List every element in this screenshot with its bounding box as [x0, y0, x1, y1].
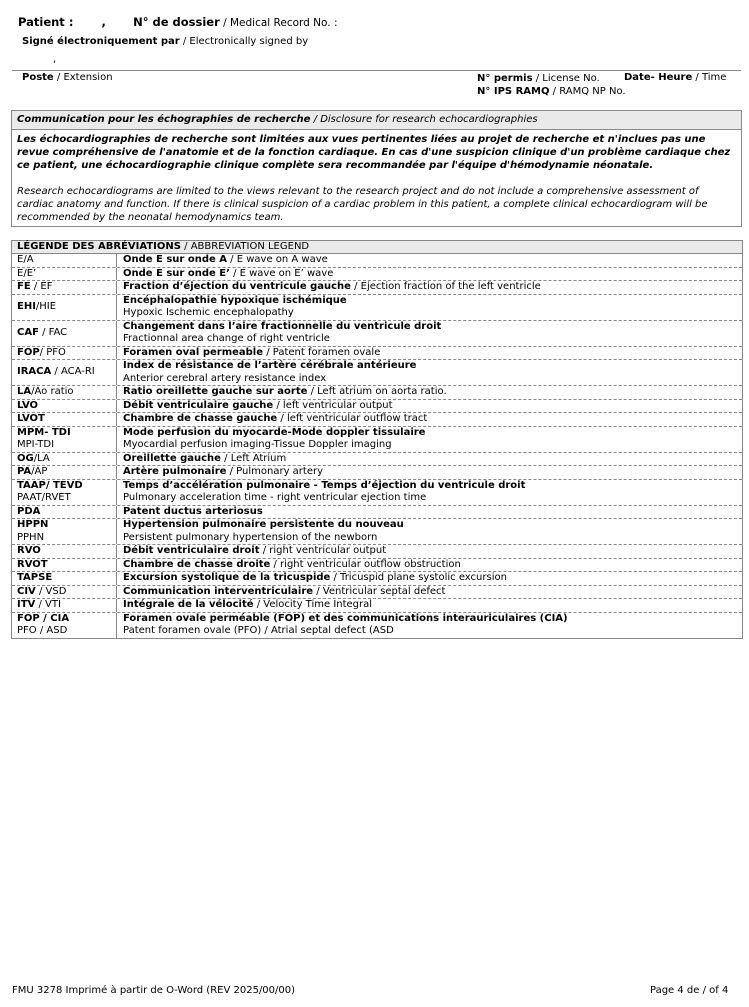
- disclosure-text-fr: Les échocardiographies de recherche sont limitées aux vues pertinentes liées au projet de recherche et n'inclues pas une revue compréhensive de l'anatomie et de la fonction cardiaque. En cas d'une suspicion clinique d'un problème cardiaque chez ce patient, une échocardiographie clinique complète sera recommandée par l'équipe d'hémodynamie néonatale.: [17, 134, 731, 171]
- abbreviation-fr: MPM- TDI: [17, 426, 71, 438]
- description-cell: [117, 427, 742, 452]
- abbreviation-fr: OG: [17, 452, 34, 464]
- description-fr: Encéphalopathie hypoxique ischémique: [123, 294, 347, 306]
- description-fr: Mode perfusion du myocarde-Mode doppler tissulaire: [123, 426, 426, 438]
- abbreviation-en: / CIA: [39, 612, 70, 624]
- abbreviation-cell: [12, 559, 117, 572]
- description-en: / right ventricular output: [259, 545, 387, 556]
- legend-row: [12, 413, 742, 427]
- description-en-line: Persistent pulmonary hypertension of the newborn: [123, 531, 378, 543]
- description-fr: Débit ventriculaire gauche: [123, 399, 274, 411]
- abbreviation-cell: [12, 321, 117, 346]
- description-fr: Intégrale de la vélocité: [123, 599, 254, 610]
- signed-value: ,: [53, 54, 57, 65]
- description-cell: [117, 386, 742, 399]
- description-en: / Pulmonary artery: [226, 466, 324, 477]
- license-block: [477, 72, 626, 98]
- signed-label: Signé électroniquement par: [22, 36, 180, 47]
- description-cell: [117, 254, 742, 267]
- date-en: / Time: [692, 72, 727, 83]
- abbreviation-cell: [12, 572, 117, 585]
- description-cell: [117, 360, 742, 385]
- abbreviation-en: /LA: [33, 452, 50, 464]
- abbreviation-en: /Ao ratio: [31, 386, 74, 397]
- header-divider: [12, 70, 741, 71]
- abbreviation-cell: [12, 586, 117, 599]
- disclosure-title-fr: Communication pour les échographies de recherche: [17, 114, 311, 125]
- description-fr: Temps d’accélération pulmonaire - Temps d’éjection du ventricule droit: [123, 479, 526, 491]
- abbreviation-en: / VTI: [35, 599, 61, 610]
- description-en-line: Pulmonary acceleration time - right ventricular ejection time: [123, 492, 427, 503]
- description-fr: Index de résistance de l’artère cérébrale antérieure: [123, 360, 417, 371]
- legend-row: [12, 281, 742, 295]
- description-en-line: Hypoxic Ischemic encephalopathy: [123, 307, 294, 318]
- abbreviation-fr: FOP: [17, 612, 40, 624]
- legend-row: [12, 572, 742, 586]
- abbreviation-fr: PDA: [17, 505, 41, 517]
- abbreviation-fr: LA: [17, 386, 32, 397]
- abbreviation-en-line: MPI-TDI: [17, 439, 55, 450]
- legend-row: [12, 347, 742, 361]
- description-en-line: Anterior cerebral artery resistance index: [123, 372, 327, 384]
- abbreviation-fr: ITV: [17, 599, 36, 610]
- description-en: / Ventricular septal defect: [313, 585, 446, 597]
- description-fr: Chambre de chasse droite: [123, 558, 271, 570]
- abbreviation-en: E/A: [17, 254, 34, 265]
- description-en: / Left Atrium: [220, 452, 287, 464]
- description-fr: Oreillette gauche: [123, 452, 221, 464]
- abbreviation-fr: IRACA: [17, 366, 52, 378]
- abbreviation-en-line: PAAT/RVET: [17, 492, 71, 503]
- description-en-line: Patent foramen ovale (PFO) / Atrial septal defect (ASD: [123, 625, 394, 636]
- abbreviation-fr: LVOT: [17, 413, 45, 424]
- footer-form-id: FMU 3278 Imprimé à partir de O-Word (REV 2025/00/00): [12, 985, 296, 996]
- description-fr: Onde E sur onde E’: [123, 267, 230, 279]
- description-fr: Excursion systolique de la tricuspide: [123, 572, 331, 583]
- description-en: / Ejection fraction of the left ventricle: [350, 281, 541, 292]
- abbreviation-en: E/E’: [17, 267, 37, 279]
- description-cell: [117, 545, 742, 558]
- abbreviation-en: / PFO: [39, 346, 66, 358]
- description-cell: [117, 347, 742, 360]
- abbreviation-fr: RVO: [17, 545, 41, 556]
- legend-row: [12, 360, 742, 386]
- legend-row: [12, 427, 742, 453]
- abbreviation-en: /AP: [31, 466, 48, 477]
- description-cell: [117, 586, 742, 599]
- signed-en: / Electronically signed by: [179, 36, 309, 47]
- legend-rows: [12, 254, 742, 639]
- description-fr: Hypertension pulmonaire persistente du nouveau: [123, 519, 404, 530]
- legend-row: [12, 545, 742, 559]
- abbreviation-en: /HIE: [35, 300, 57, 312]
- abbreviation-cell: [12, 453, 117, 466]
- description-cell: [117, 519, 742, 544]
- legend-row: [12, 586, 742, 600]
- description-cell: [117, 506, 742, 519]
- abbreviation-cell: [12, 386, 117, 399]
- description-fr: Chambre de chasse gauche: [123, 413, 278, 424]
- description-en-line: Fractionnal area change of right ventricle: [123, 333, 330, 344]
- legend-row: [12, 613, 742, 639]
- description-en: / left ventricular outflow tract: [277, 413, 428, 424]
- description-cell: [117, 321, 742, 346]
- abbreviation-fr: LVO: [17, 399, 39, 411]
- description-fr: Débit ventriculaire droit: [123, 545, 260, 556]
- abbreviation-cell: [12, 268, 117, 281]
- extension: [22, 72, 113, 83]
- description-en: / Tricuspid plane systolic excursion: [330, 572, 507, 583]
- abbreviation-cell: [12, 427, 117, 452]
- legend-row: [12, 295, 742, 321]
- disclosure-text-en: Research echocardiograms are limited to the views relevant to the research project and do not include a comprehensive assessment of cardiac anatomy and function. If there is clinical suspicion of a cardiac problem in this patient, a complete clinical echocardiogram will be recommended by the neonatal hemodynamics team.: [17, 186, 708, 223]
- description-en: / right ventricular outflow obstruction: [270, 558, 461, 570]
- legend-row: [12, 400, 742, 414]
- disclosure-title: [12, 111, 741, 130]
- legend-row: [12, 453, 742, 467]
- description-cell: [117, 599, 742, 612]
- abbreviation-fr: PA: [17, 466, 32, 477]
- legend-title: [12, 241, 742, 254]
- description-cell: [117, 281, 742, 294]
- legend-title-fr: LÉGENDE DES ABRÉVIATIONS: [17, 241, 181, 252]
- legend-row: [12, 519, 742, 545]
- description-cell: [117, 613, 742, 638]
- abbreviation-cell: [12, 347, 117, 360]
- abbreviation-en: / VSD: [35, 585, 67, 597]
- legend-row: [12, 480, 742, 506]
- dossier-en: / Medical Record No. :: [219, 17, 338, 29]
- description-cell: [117, 480, 742, 505]
- abbreviation-fr: CIV: [17, 585, 36, 597]
- description-en: / E wave on E’ wave: [229, 267, 334, 279]
- poste-en: / Extension: [53, 72, 113, 83]
- ips-en: / RAMQ NP No.: [549, 86, 626, 97]
- legend-row: [12, 599, 742, 613]
- description-fr: Onde E sur onde A: [123, 254, 227, 265]
- patient-separator: : ,: [64, 15, 106, 29]
- abbreviation-cell: [12, 254, 117, 267]
- footer-page-number: Page 4 de / of 4: [650, 985, 729, 996]
- description-cell: [117, 268, 742, 281]
- legend-row: [12, 321, 742, 347]
- date-label: Date- Heure: [624, 72, 693, 83]
- description-fr: Foramen ovale perméable (FOP) et des communications interauriculaires (CIA): [123, 612, 568, 624]
- description-cell: [117, 572, 742, 585]
- abbreviation-cell: [12, 295, 117, 320]
- patient-label: Patient: [18, 15, 65, 29]
- abbreviation-fr: FOP: [17, 346, 40, 358]
- disclosure-box: [11, 110, 742, 227]
- abbreviation-cell: [12, 519, 117, 544]
- permis-en: / License No.: [532, 73, 600, 84]
- legend-row: [12, 506, 742, 520]
- disclosure-body: [12, 130, 741, 226]
- legend-row: [12, 254, 742, 268]
- abbreviation-cell: [12, 400, 117, 413]
- description-en-line: Myocardial perfusion imaging-Tissue Doppler imaging: [123, 439, 392, 450]
- abbreviation-cell: [12, 360, 117, 385]
- description-fr: Foramen oval permeable: [123, 346, 264, 358]
- abbreviation-cell: [12, 281, 117, 294]
- signed-by: [22, 36, 308, 47]
- description-fr: Ratio oreillette gauche sur aorte: [123, 386, 308, 397]
- description-cell: [117, 295, 742, 320]
- abbreviation-fr: HPPN: [17, 519, 49, 530]
- description-en: / Velocity Time Integral: [253, 599, 373, 610]
- abbreviation-fr: EHI: [17, 300, 36, 312]
- abbreviation-cell: [12, 466, 117, 479]
- abbreviation-cell: [12, 599, 117, 612]
- abbreviation-en: / EF: [30, 281, 53, 292]
- abbreviation-cell: [12, 480, 117, 505]
- abbreviation-fr: TAAP/ TEVD: [17, 479, 83, 491]
- abbreviation-cell: [12, 545, 117, 558]
- legend-row: [12, 386, 742, 400]
- description-cell: [117, 453, 742, 466]
- abbreviation-legend: [11, 240, 743, 639]
- description-en: / Left atrium on aorta ratio.: [307, 386, 447, 397]
- legend-row: [12, 466, 742, 480]
- dossier-label: N° de dossier: [133, 15, 220, 29]
- date-time: [624, 72, 726, 83]
- description-fr: Communication interventriculaire: [123, 585, 314, 597]
- description-fr: Changement dans l’aire fractionnelle du ventricule droit: [123, 320, 442, 332]
- poste-label: Poste: [22, 72, 54, 83]
- description-en: / E wave on A wave: [227, 254, 328, 265]
- description-cell: [117, 400, 742, 413]
- patient-header: [18, 15, 337, 29]
- disclosure-title-en: / Disclosure for research echocardiographies: [310, 114, 538, 125]
- description-fr: Artère pulmonaire: [123, 466, 227, 477]
- abbreviation-cell: [12, 506, 117, 519]
- abbreviation-en: / ACA-RI: [51, 366, 95, 378]
- legend-title-en: / ABBREVIATION LEGEND: [180, 241, 310, 252]
- ips-label: N° IPS RAMQ: [477, 86, 550, 97]
- abbreviation-en: / FAC: [38, 326, 68, 338]
- abbreviation-cell: [12, 613, 117, 638]
- description-cell: [117, 559, 742, 572]
- description-cell: [117, 413, 742, 426]
- legend-row: [12, 559, 742, 573]
- description-en: / left ventricular output: [273, 399, 393, 411]
- description-en: / Patent foramen ovale: [263, 346, 381, 358]
- legend-row: [12, 268, 742, 282]
- abbreviation-cell: [12, 413, 117, 426]
- abbreviation-en-line: PPHN: [17, 531, 45, 543]
- abbreviation-en-line: PFO / ASD: [17, 625, 68, 636]
- description-cell: [117, 466, 742, 479]
- abbreviation-fr: RVOT: [17, 558, 48, 570]
- abbreviation-fr: CAF: [17, 326, 39, 338]
- abbreviation-fr: TAPSE: [17, 572, 53, 583]
- abbreviation-fr: FE: [17, 281, 31, 292]
- permis-label: N° permis: [477, 73, 533, 84]
- description-fr: Patent ductus arteriosus: [123, 505, 263, 517]
- description-fr: Fraction d’éjection du ventricule gauche: [123, 281, 351, 292]
